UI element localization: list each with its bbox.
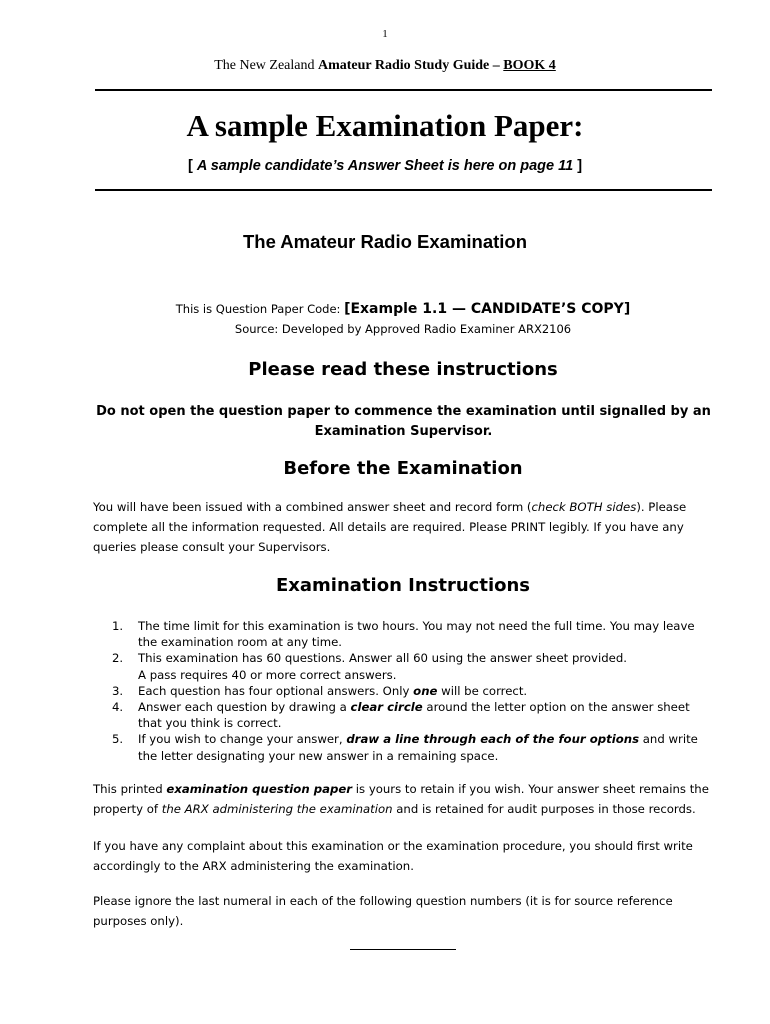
list-number: 2. bbox=[112, 651, 124, 666]
header-dash: – bbox=[489, 58, 504, 73]
exam-instructions-heading: Examination Instructions bbox=[275, 575, 531, 596]
list-item bbox=[93, 650, 715, 682]
paper-code-label: This is Question Paper Code: bbox=[175, 302, 345, 316]
list-emphasis: one bbox=[413, 683, 438, 698]
header-prefix: The New Zealand bbox=[214, 58, 318, 73]
title-rule bbox=[95, 189, 712, 191]
instructions-heading: Please read these instructions bbox=[248, 359, 558, 380]
exam-title: The Amateur Radio Examination bbox=[242, 231, 528, 252]
before-exam-paragraph bbox=[93, 497, 715, 557]
retain-paragraph bbox=[93, 779, 715, 819]
list-number: 1. bbox=[112, 619, 124, 633]
list-text: Answer each question by drawing a bbox=[138, 700, 351, 715]
list-text: around the letter option on the answer sheet that you think is correct. bbox=[138, 700, 690, 731]
page-number: 1 bbox=[382, 28, 388, 40]
list-text: and write the letter designating your new answer in a remaining space. bbox=[138, 732, 698, 763]
list-emphasis: clear circle bbox=[350, 700, 423, 715]
list-text: will be correct. bbox=[437, 683, 528, 698]
list-item bbox=[93, 731, 715, 763]
list-text: If you wish to change your answer, bbox=[138, 732, 347, 747]
answer-sheet-note bbox=[0, 158, 770, 174]
before-emphasis: check BOTH sides bbox=[531, 500, 637, 514]
supervisor-warning: Do not open the question paper to commence the examination until signalled by an Examination Supervisor. bbox=[96, 404, 711, 439]
list-item bbox=[93, 699, 715, 731]
retain-emphasis-1: examination question paper bbox=[166, 782, 353, 796]
page-title: A sample Examination Paper: bbox=[186, 108, 584, 143]
retain-text-3: and is retained for audit purposes in those records. bbox=[392, 802, 696, 816]
retain-emphasis-2: the ARX administering the examination bbox=[161, 802, 393, 816]
header-book: BOOK 4 bbox=[503, 58, 556, 73]
before-text-1: You will have been issued with a combined answer sheet and record form ( bbox=[93, 500, 532, 514]
note-close-bracket: ] bbox=[573, 158, 583, 174]
list-number: 5. bbox=[112, 732, 124, 747]
list-text: A pass requires 40 or more correct answers. bbox=[138, 667, 397, 682]
source-line: Source: Developed by Approved Radio Examiner ARX2106 bbox=[234, 322, 572, 336]
before-exam-heading: Before the Examination bbox=[283, 458, 523, 479]
retain-text-2: is yours to retain if you wish. Your answer sheet remains the property of bbox=[93, 782, 709, 816]
list-number: 3. bbox=[112, 683, 124, 698]
header-guide-title: Amateur Radio Study Guide bbox=[318, 58, 490, 73]
paper-code-value: [Example 1.1 — CANDIDATE’S COPY] bbox=[344, 301, 631, 317]
list-text: The time limit for this examination is two hours. You may not need the full time. You may leave the examination room at any time. bbox=[138, 619, 695, 650]
note-open-bracket: [ bbox=[187, 158, 197, 174]
header-rule bbox=[95, 89, 712, 91]
retain-text-1: This printed bbox=[93, 782, 167, 796]
list-text: Each question has four optional answers. Only bbox=[138, 683, 414, 698]
list-text: This examination has 60 questions. Answer all 60 using the answer sheet provided. bbox=[138, 651, 627, 666]
list-emphasis: draw a line through each of the four options bbox=[346, 732, 640, 747]
paper-code-line bbox=[0, 301, 770, 317]
list-item bbox=[93, 618, 715, 650]
instruction-list bbox=[93, 618, 715, 764]
before-text-2: ). Please complete all the information requested. All details are required. Please PRINT legibly. If you have any queries please consult your Supervisors. bbox=[93, 500, 687, 554]
list-item bbox=[93, 683, 715, 699]
end-divider bbox=[350, 949, 456, 950]
complaint-paragraph: If you have any complaint about this examination or the examination procedure, you should first write accordingly to the ARX administering the examination. bbox=[93, 839, 693, 873]
list-number: 4. bbox=[112, 700, 124, 715]
running-header bbox=[0, 58, 770, 74]
ignore-paragraph: Please ignore the last numeral in each of the following question numbers (it is for source reference purposes only). bbox=[93, 894, 673, 928]
note-text: A sample candidate’s Answer Sheet is here on page 11 bbox=[196, 158, 574, 174]
